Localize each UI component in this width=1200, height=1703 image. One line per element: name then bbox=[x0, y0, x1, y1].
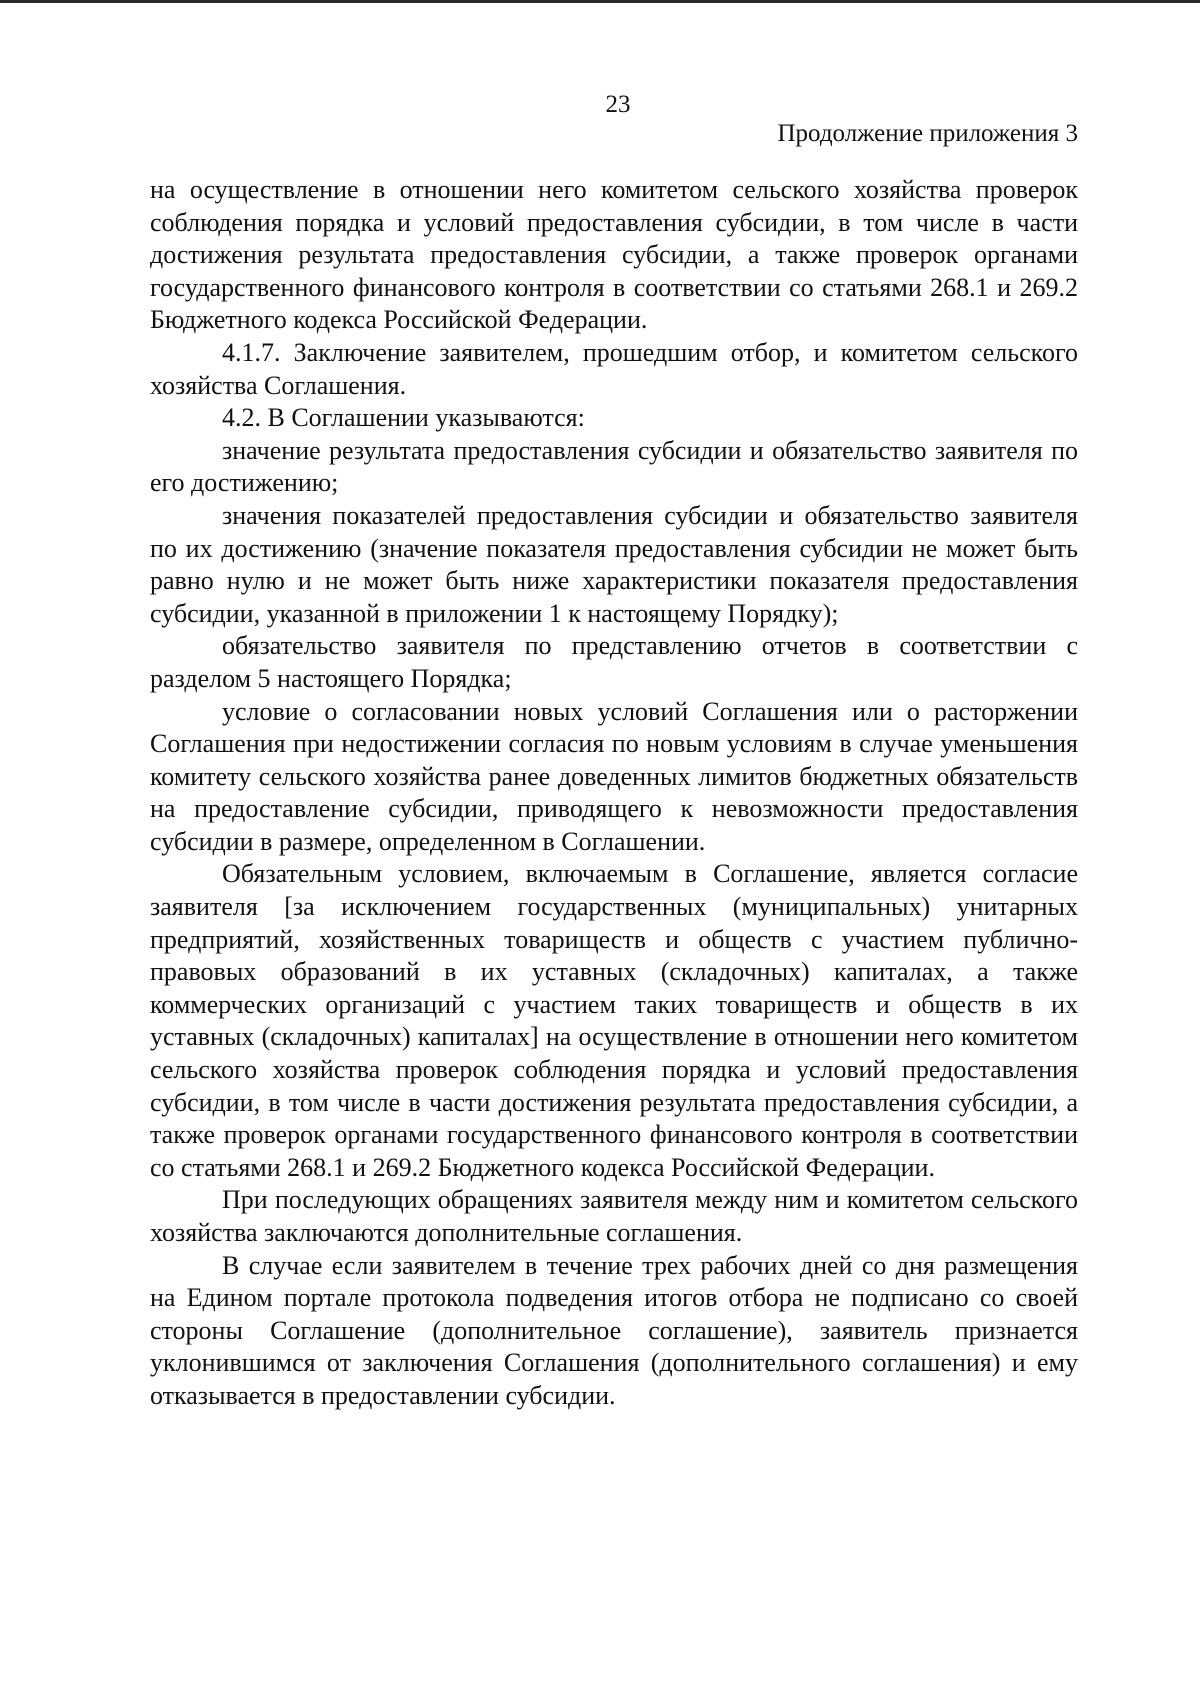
paragraph: условие о согласовании новых условий Соглашения или о расторжении Соглашения при недостижении согласия по новым условиям в случае уменьшения комитету сельского хозяйства ранее доведенных лимитов бюджетных обязательств на предоставление субсидии, приводящего к невозможности предоставления субсидии в размере, определенном в Соглашении. bbox=[150, 696, 1078, 856]
paragraph: В случае если заявителем в течение трех рабочих дней со дня размещения на Едином портале протокола подведения итогов отбора не подписано со своей стороны Соглашение (дополнительное соглашение), заявитель признается уклонившимся от заключения Соглашения (дополнительного соглашения) и ему отказывается в предоставлении субсидии. bbox=[150, 1250, 1078, 1410]
document-body bbox=[150, 174, 1078, 1413]
appendix-continuation-note: Продолжение приложения 3 bbox=[777, 120, 1078, 147]
paragraph: 4.1.7. Заключение заявителем, прошедшим отбор, и комитетом сельского хозяйства Соглашения. bbox=[150, 337, 1078, 400]
paragraph: При последующих обращениях заявителя между ним и комитетом сельского хозяйства заключаются дополнительные соглашения. bbox=[150, 1185, 1078, 1247]
scan-top-border bbox=[0, 0, 1200, 3]
paragraph: Обязательным условием, включаемым в Соглашение, является согласие заявителя [за исключением государственных (муниципальных) унитарных предприятий, хозяйственных товариществ и обществ с участием публично-правовых образований в их уставных (складочных) капиталах, а также коммерческих организаций с участием таких товариществ и обществ в их уставных (складочных) капиталах] на осуществление в отношении него комитетом сельского хозяйства проверок соблюдения порядка и условий предоставления субсидии, в том числе в части достижения результата предоставления субсидии, а также проверок органами государственного финансового контроля в соответствии со статьями 268.1 и 269.2 Бюджетного кодекса Российской Федерации. bbox=[150, 859, 1078, 1182]
paragraph: 4.2. В Соглашении указываются: bbox=[222, 403, 585, 433]
paragraph: обязательство заявителя по представлению отчетов в соответствии с разделом 5 настоящего Порядка; bbox=[150, 631, 1078, 693]
page-number: 23 bbox=[605, 91, 631, 118]
paragraph: на осуществление в отношении него комитетом сельского хозяйства проверок соблюдения порядка и условий предоставления субсидии, в том числе в части достижения результата предоставления субсидии, а также проверок органами государственного финансового контроля в соответствии со статьями 268.1 и 269.2 Бюджетного кодекса Российской Федерации. bbox=[150, 175, 1078, 335]
paragraph: значения показателей предоставления субсидии и обязательство заявителя по их достижению (значение показателя предоставления субсидии не может быть равно нулю и не может быть ниже характеристики показателя предоставления субсидии, указанной в приложении 1 к настоящему Порядку); bbox=[150, 500, 1078, 628]
paragraph: значение результата предоставления субсидии и обязательство заявителя по его достижению; bbox=[150, 435, 1078, 498]
